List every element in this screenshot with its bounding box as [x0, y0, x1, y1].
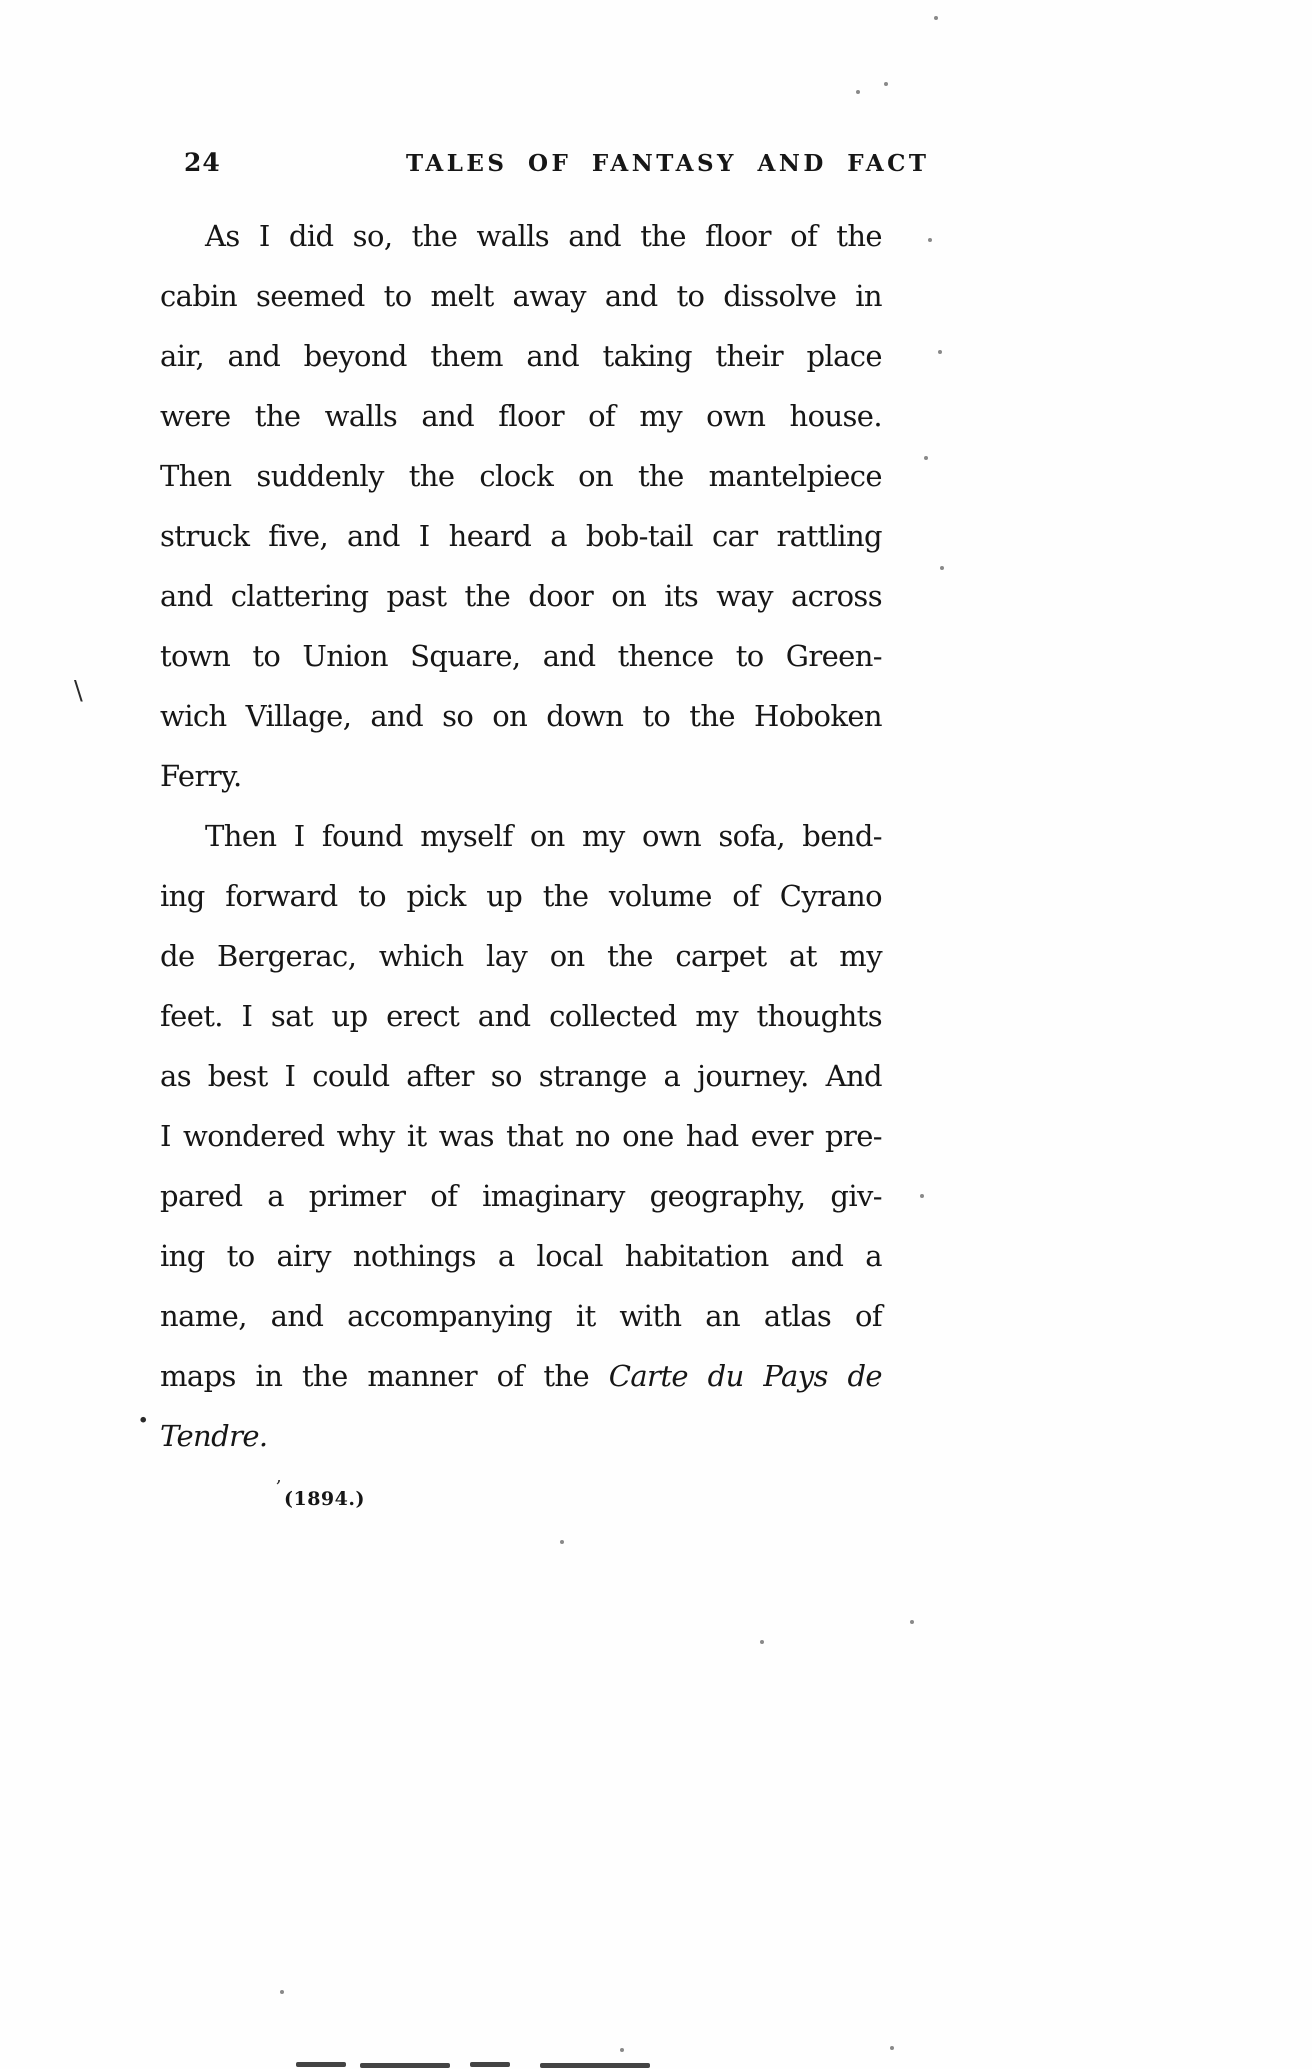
- running-head: [160, 148, 930, 182]
- scan-speck: [934, 16, 938, 20]
- scan-speck: [856, 90, 860, 94]
- scan-speck: [940, 566, 944, 570]
- scan-speck: [910, 1620, 914, 1624]
- text-line: name, and accompanying it with an atlas of: [160, 1299, 882, 1333]
- text-line: cabin seemed to melt away and to dissolve in: [160, 279, 882, 313]
- text-line: struck five, and I heard a bob-tail car rattling: [160, 519, 882, 553]
- scan-edge-mark: [540, 2063, 650, 2068]
- scan-edge-mark: [296, 2062, 346, 2067]
- text-line: ing forward to pick up the volume of Cyrano: [160, 879, 882, 913]
- scan-speck: [920, 1194, 924, 1198]
- scan-speck: [890, 2046, 894, 2050]
- text-line: Then I found myself on my own sofa, bend-: [205, 819, 882, 853]
- running-title: TALES OF FANTASY AND FACT: [406, 150, 930, 177]
- text-line: feet. I sat up erect and collected my thoughts: [160, 999, 882, 1033]
- scan-speck: [938, 350, 942, 354]
- text-line: I wondered why it was that no one had ever pre-: [160, 1119, 882, 1153]
- text-line: de Bergerac, which lay on the carpet at my: [160, 939, 882, 973]
- text-line: As I did so, the walls and the floor of the: [205, 219, 882, 253]
- body-text: [160, 206, 882, 1510]
- text-line: wich Village, and so on down to the Hoboken: [160, 699, 882, 733]
- text-line: as best I could after so strange a journey. And: [160, 1059, 882, 1093]
- text-line: Ferry.: [160, 759, 242, 793]
- scan-backslash-mark: \: [74, 676, 83, 706]
- scan-edge-mark: [360, 2063, 450, 2068]
- text-line: and clattering past the door on its way across: [160, 579, 882, 613]
- scan-speck: [560, 1540, 564, 1544]
- text-line: air, and beyond them and taking their place: [160, 339, 882, 373]
- scan-speck: [280, 1990, 284, 1994]
- text-line: Then suddenly the clock on the mantelpiece: [160, 459, 882, 493]
- text-column: [160, 148, 930, 1510]
- text-line: Tendre.: [160, 1419, 268, 1453]
- page-number: 24: [184, 148, 221, 177]
- text-segment: maps in the manner of the: [160, 1359, 609, 1393]
- scan-speck: [760, 1640, 764, 1644]
- scan-speck: [884, 82, 888, 86]
- date-note: (1894.): [284, 1488, 365, 1510]
- text-line: were the walls and floor of my own house.: [160, 399, 882, 433]
- scan-speck: [620, 2048, 624, 2052]
- scan-period-mark: .: [138, 1395, 149, 1430]
- text-line-mixed: [160, 1346, 882, 1406]
- text-line: ing to airy nothings a local habitation and a: [160, 1239, 882, 1273]
- text-line: pared a primer of imaginary geography, giv-: [160, 1179, 882, 1213]
- text-line: town to Union Square, and thence to Green-: [160, 639, 882, 673]
- scan-speck: [928, 238, 932, 242]
- scan-edge-mark: [470, 2062, 510, 2067]
- scan-comma-mark: ,: [276, 1466, 282, 1487]
- scan-speck: [924, 456, 928, 460]
- text-segment-italic: Carte du Pays de: [608, 1359, 882, 1393]
